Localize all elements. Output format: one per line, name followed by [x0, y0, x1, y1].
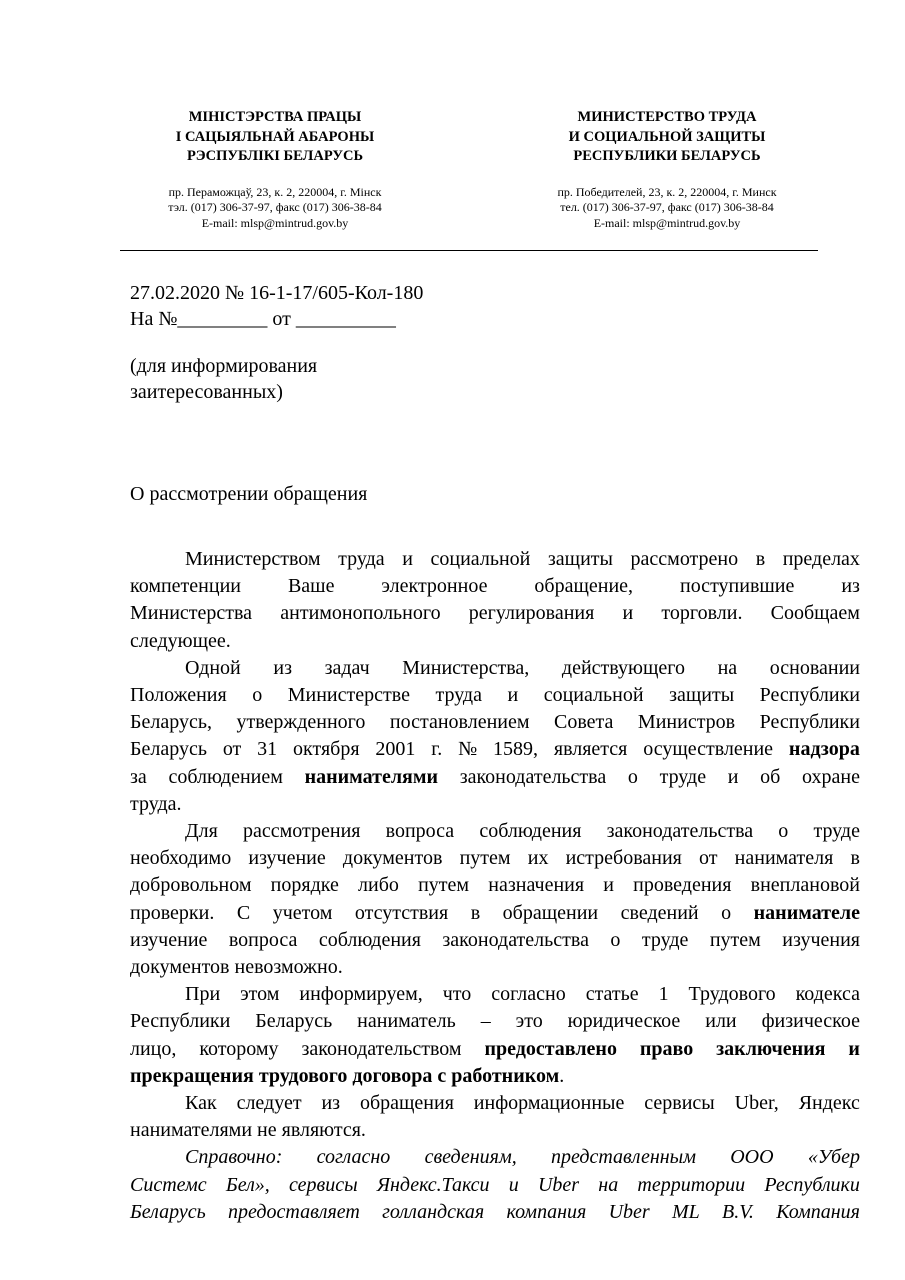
text-line — [130, 818, 860, 845]
ministry-name-ru — [497, 108, 837, 167]
word: это — [515, 1010, 543, 1033]
word: социальной — [543, 684, 644, 707]
word: вопроса — [385, 820, 455, 843]
org-line: МІНІСТЭРСТВА ПРАЦЫ — [188, 109, 362, 125]
text-line — [130, 791, 860, 818]
word: надзора — [788, 738, 860, 761]
word: согласно — [491, 983, 566, 1006]
letterhead-belarusian — [105, 108, 445, 231]
word: нанимателями — [130, 1119, 253, 1142]
word: сведений — [620, 901, 699, 924]
word: октября — [293, 738, 360, 761]
word: Яндекс.Такси — [376, 1173, 490, 1196]
org-line: РЭСПУБЛІКІ БЕЛАРУСЬ — [186, 148, 364, 164]
word: Одной — [185, 656, 241, 679]
org-line: І САЦЫЯЛЬНАЙ АБАРОНЫ — [175, 128, 375, 145]
text-line — [130, 546, 860, 573]
word: назначения — [488, 874, 585, 897]
ministry-address-by — [105, 185, 445, 232]
word: отсутствия — [354, 901, 449, 924]
word: поступившие — [679, 575, 795, 598]
word: Яндекс — [798, 1092, 860, 1115]
word: проверки. — [130, 901, 215, 924]
word: добровольном — [130, 874, 252, 897]
word: документов — [342, 847, 443, 870]
word: защиты — [547, 548, 613, 570]
word: Бел», — [225, 1173, 270, 1196]
word: Системс — [130, 1173, 207, 1196]
text-line — [130, 1172, 860, 1199]
word: – — [480, 1010, 491, 1033]
word: за — [130, 765, 147, 788]
text-line — [130, 600, 860, 627]
word: осуществление — [643, 738, 774, 761]
word: лицо, — [130, 1037, 177, 1060]
word: являются. — [281, 1119, 366, 1142]
word: соблюдения — [479, 820, 582, 843]
word: соблюдением — [168, 765, 283, 788]
word: предоставляет — [228, 1200, 360, 1223]
word: B.V. — [722, 1200, 754, 1223]
word: работником. — [451, 1064, 565, 1087]
word: учетом — [272, 901, 333, 924]
word: документов — [130, 956, 230, 979]
word: путем — [418, 874, 470, 897]
word: истребования — [565, 847, 682, 870]
word: их — [527, 847, 549, 870]
word: невозможно. — [234, 956, 343, 979]
word: информируем, — [299, 983, 423, 1006]
text-line — [130, 628, 860, 655]
word: Как — [185, 1092, 217, 1115]
word: социальной — [430, 548, 531, 570]
word: в — [755, 548, 766, 570]
paragraph — [130, 1090, 860, 1144]
word: постановлением — [389, 711, 530, 734]
word: ML — [671, 1200, 700, 1223]
word: о — [778, 820, 789, 843]
word: Республики — [764, 1173, 860, 1196]
word: Сообщаем — [770, 602, 860, 625]
word: Беларусь — [130, 1200, 206, 1223]
addressee — [130, 353, 317, 405]
ministry-name-by — [105, 108, 445, 167]
text-line — [130, 736, 860, 763]
word: о — [721, 901, 732, 924]
word: информационные — [473, 1092, 625, 1115]
org-line: РЕСПУБЛИКИ БЕЛАРУСЬ — [573, 148, 761, 164]
reply-reference: На №_________ от __________ — [130, 308, 396, 330]
text-line — [130, 709, 860, 736]
word: о — [627, 765, 638, 788]
word: труде — [813, 820, 860, 843]
word: нанимателе — [753, 901, 860, 924]
word: вопроса — [228, 928, 298, 951]
word: кодекса — [795, 983, 860, 1006]
word: Беларусь — [255, 1010, 333, 1033]
word: сервисы — [289, 1173, 358, 1196]
word: от — [222, 738, 242, 761]
text-line — [130, 872, 860, 899]
word: голландская — [382, 1200, 485, 1223]
email-line: E-mail: mlsp@mintrud.gov.by — [201, 215, 349, 230]
word: согласно — [316, 1146, 391, 1169]
word: охране — [802, 765, 860, 788]
word: физическое — [761, 1010, 860, 1033]
word: представленным — [550, 1146, 696, 1169]
word: из — [273, 656, 292, 679]
word: обращение, — [534, 575, 634, 598]
word: компания — [506, 1200, 587, 1223]
word: рассмотрения — [242, 820, 361, 843]
word: нанимателя — [734, 847, 834, 870]
text-line — [130, 927, 860, 954]
word: компетенции — [130, 575, 241, 598]
phone-line: тэл. (017) 306-37-97, факс (017) 306-38-84 — [168, 200, 382, 214]
word: изучение — [248, 847, 326, 870]
paragraph — [130, 818, 860, 981]
email-line: E-mail: mlsp@mintrud.gov.by — [593, 215, 741, 230]
word: следующее. — [130, 629, 231, 652]
text-line — [130, 655, 860, 682]
word: Республики — [759, 711, 860, 734]
word: 31 — [257, 738, 278, 761]
word: законодательством — [301, 1037, 462, 1060]
text-line — [130, 845, 860, 872]
word: трудового — [258, 1064, 348, 1087]
text-line — [130, 900, 860, 927]
word: путем — [709, 928, 761, 951]
letterhead-russian — [497, 108, 837, 231]
word: «Убер — [807, 1146, 860, 1169]
header-divider — [120, 250, 818, 251]
word: на — [717, 656, 738, 679]
word: Uber — [608, 1200, 650, 1223]
word: Беларусь — [130, 738, 207, 761]
word: труде — [659, 765, 707, 788]
word: Uber, — [734, 1092, 779, 1115]
word: о — [610, 928, 621, 951]
word: Ваше — [287, 575, 335, 598]
word: № — [458, 738, 478, 761]
word: задач — [324, 656, 370, 679]
word: обращения — [359, 1092, 454, 1115]
word: проведения — [633, 874, 732, 897]
word: что — [442, 983, 472, 1006]
word: Министерством — [185, 548, 321, 570]
paragraph — [130, 655, 860, 818]
text-line — [130, 573, 860, 600]
word: территории — [637, 1173, 746, 1196]
word: основании — [769, 656, 860, 679]
word: обращении — [502, 901, 599, 924]
word: изучение — [130, 928, 208, 951]
word: 1589, — [493, 738, 539, 761]
paragraph — [130, 981, 860, 1090]
word: на — [598, 1173, 619, 1196]
word: При — [185, 983, 221, 1006]
word: и — [508, 1173, 519, 1196]
word: и — [727, 765, 739, 788]
word: Министерства — [130, 602, 253, 625]
word: Министров — [637, 711, 736, 734]
text-line — [130, 764, 860, 791]
text-line — [130, 682, 860, 709]
word: в — [850, 847, 860, 870]
word: сервисы — [644, 1092, 715, 1115]
word: либо — [358, 874, 399, 897]
word: из — [321, 1092, 341, 1115]
word: труде — [641, 928, 689, 951]
org-line: МИНИСТЕРСТВО ТРУДА — [577, 109, 757, 125]
word: Министерства, — [402, 656, 530, 679]
word: законодательства — [606, 820, 754, 843]
word: необходимо — [130, 847, 232, 870]
text-line — [130, 1063, 860, 1090]
word: г. — [431, 738, 443, 761]
ministry-address-ru — [497, 185, 837, 232]
word: которому — [199, 1037, 279, 1060]
word: является — [553, 738, 628, 761]
word: следует — [236, 1092, 302, 1115]
word: электронное — [381, 575, 488, 598]
word: прекращения — [130, 1064, 254, 1087]
word: путем — [459, 847, 511, 870]
word: внеплановой — [750, 874, 860, 897]
word: пределах — [782, 548, 860, 570]
text-line — [130, 1036, 860, 1063]
text-line — [130, 1090, 860, 1117]
word: предоставлено — [484, 1037, 617, 1060]
address-line: пр. Победителей, 23, к. 2, 220004, г. Минск — [557, 184, 777, 199]
paragraph — [130, 1144, 860, 1226]
subject: О рассмотрении обращения — [130, 483, 368, 505]
word: ООО — [730, 1146, 774, 1169]
word: нанимателями — [304, 765, 439, 788]
word: защиты — [669, 684, 735, 707]
word: законодательства — [442, 928, 589, 951]
word: и — [507, 684, 519, 707]
reference-block — [130, 280, 423, 332]
word: право — [639, 1037, 694, 1060]
word: от — [699, 847, 718, 870]
text-line — [130, 954, 860, 981]
word: Для — [185, 820, 218, 843]
word: труда. — [130, 792, 182, 815]
word: юридическое — [567, 1010, 681, 1033]
word: Республики — [130, 1010, 231, 1033]
word: регулирования — [468, 602, 595, 625]
text-line — [130, 1144, 860, 1171]
word: об — [760, 765, 781, 788]
addressee-line: (для информирования — [130, 355, 318, 377]
word: антимонопольного — [280, 602, 441, 625]
word: изучения — [782, 928, 860, 951]
word: этом — [240, 983, 280, 1006]
text-line — [130, 981, 860, 1008]
letter-body — [130, 546, 860, 1226]
word: Компания — [776, 1200, 860, 1223]
word: труда — [435, 684, 482, 707]
word: наниматель — [357, 1010, 456, 1033]
word: Справочно: — [185, 1146, 283, 1169]
word: из — [841, 575, 860, 598]
word: труда — [338, 548, 385, 570]
word: заключения — [716, 1037, 826, 1060]
word: Uber — [537, 1173, 580, 1196]
word: Беларусь, — [130, 711, 212, 734]
word: Министерстве — [287, 684, 410, 707]
text-line — [130, 1117, 860, 1144]
word: не — [257, 1119, 277, 1142]
word: и — [402, 548, 413, 570]
word: 1 — [658, 983, 669, 1006]
word: с — [437, 1064, 447, 1087]
word: и — [603, 874, 614, 897]
word: в — [470, 901, 481, 924]
word: утвержденного — [236, 711, 366, 734]
word: торговли. — [661, 602, 743, 625]
word: Республики — [759, 684, 860, 707]
word: и — [848, 1037, 860, 1060]
paragraph — [130, 546, 860, 655]
word: рассмотрено — [630, 548, 739, 570]
word: сведениям, — [424, 1146, 517, 1169]
word: статье — [585, 983, 639, 1006]
word: или — [705, 1010, 737, 1033]
word: порядке — [270, 874, 339, 897]
word: Трудового — [688, 983, 776, 1006]
addressee-line: заитересованных) — [130, 381, 283, 403]
phone-line: тел. (017) 306-37-97, факс (017) 306-38-84 — [560, 200, 774, 214]
word: законодательства — [459, 765, 607, 788]
word: действующего — [561, 656, 685, 679]
word: о — [252, 684, 263, 707]
word: Положения — [130, 684, 227, 707]
word: Совета — [554, 711, 614, 734]
word: и — [622, 602, 634, 625]
document-number: 27.02.2020 № 16-1-17/605-Кол-180 — [130, 282, 424, 304]
text-line — [130, 1199, 860, 1226]
text-line — [130, 1008, 860, 1035]
org-line: И СОЦИАЛЬНОЙ ЗАЩИТЫ — [568, 128, 766, 145]
word: С — [236, 901, 251, 924]
word: 2001 — [375, 738, 416, 761]
word: договора — [352, 1064, 433, 1087]
address-line: пр. Пераможцаў, 23, к. 2, 220004, г. Мінск — [168, 184, 382, 199]
word: соблюдения — [318, 928, 421, 951]
